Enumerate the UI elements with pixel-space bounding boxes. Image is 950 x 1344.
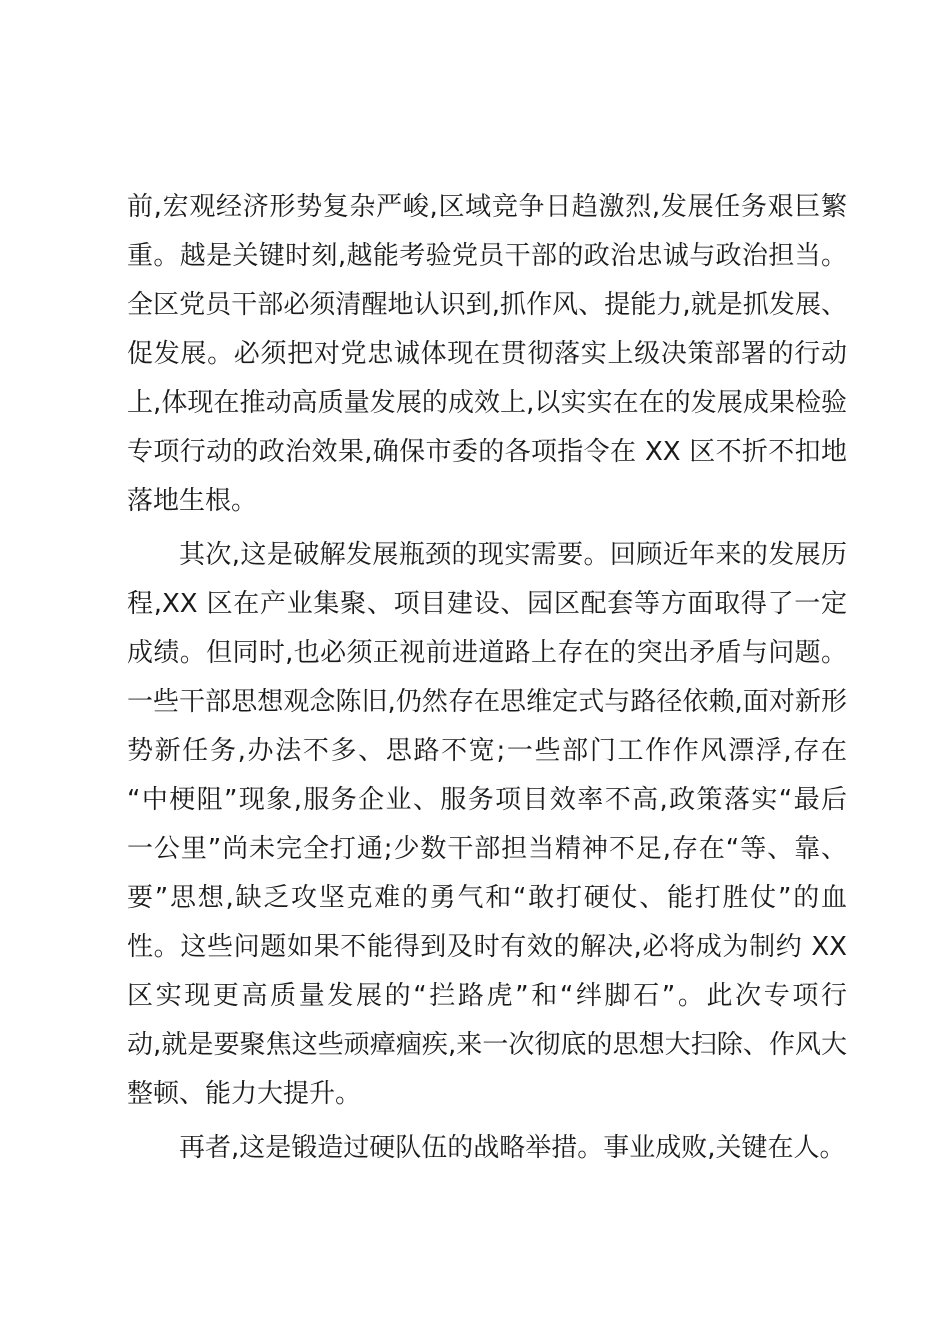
text-line: 一些干部思想观念陈旧,仍然存在思维定式与路径依赖,面对新形 [127, 687, 847, 717]
text-line: 区实现更高质量发展的“拦路虎”和“绊脚石”。此次专项行 [127, 981, 847, 1011]
text-line: “中梗阻”现象,服务企业、服务项目效率不高,政策落实“最后 [127, 785, 847, 815]
paragraph-first-line: 其次,这是破解发展瓶颈的现实需要。回顾近年来的发展历 [179, 540, 847, 570]
text-line: 重。越是关键时刻,越能考验党员干部的政治忠诚与政治担当。 [127, 241, 847, 271]
paragraph-first-line: 再者,这是锻造过硬队伍的战略举措。事业成败,关键在人。 [179, 1133, 846, 1163]
text-line: 促发展。必须把对党忠诚体现在贯彻落实上级决策部署的行动 [127, 339, 847, 369]
text-line: 程,XX 区在产业集聚、项目建设、园区配套等方面取得了一定 [127, 589, 847, 619]
text-line: 一公里”尚未完全打通;少数干部担当精神不足,存在“等、靠、 [127, 834, 847, 864]
text-line: 落地生根。 [127, 486, 258, 516]
text-line: 动,就是要聚焦这些顽瘴痼疾,来一次彻底的思想大扫除、作风大 [127, 1030, 847, 1060]
text-line: 势新任务,办法不多、思路不宽;一些部门工作作风漂浮,存在 [127, 736, 847, 766]
text-line: 性。这些问题如果不能得到及时有效的解决,必将成为制约 XX [127, 932, 847, 962]
text-line: 整顿、能力大提升。 [127, 1079, 362, 1109]
text-line: 成绩。但同时,也必须正视前进道路上存在的突出矛盾与问题。 [127, 638, 847, 668]
text-line: 全区党员干部必须清醒地认识到,抓作风、提能力,就是抓发展、 [127, 290, 847, 320]
text-line: 专项行动的政治效果,确保市委的各项指令在 XX 区不折不扣地 [127, 437, 847, 467]
text-line: 前,宏观经济形势复杂严峻,区域竞争日趋激烈,发展任务艰巨繁 [127, 192, 847, 222]
text-line: 上,体现在推动高质量发展的成效上,以实实在在的发展成果检验 [127, 388, 847, 418]
text-line: 要”思想,缺乏攻坚克难的勇气和“敢打硬仗、能打胜仗”的血 [127, 883, 847, 913]
